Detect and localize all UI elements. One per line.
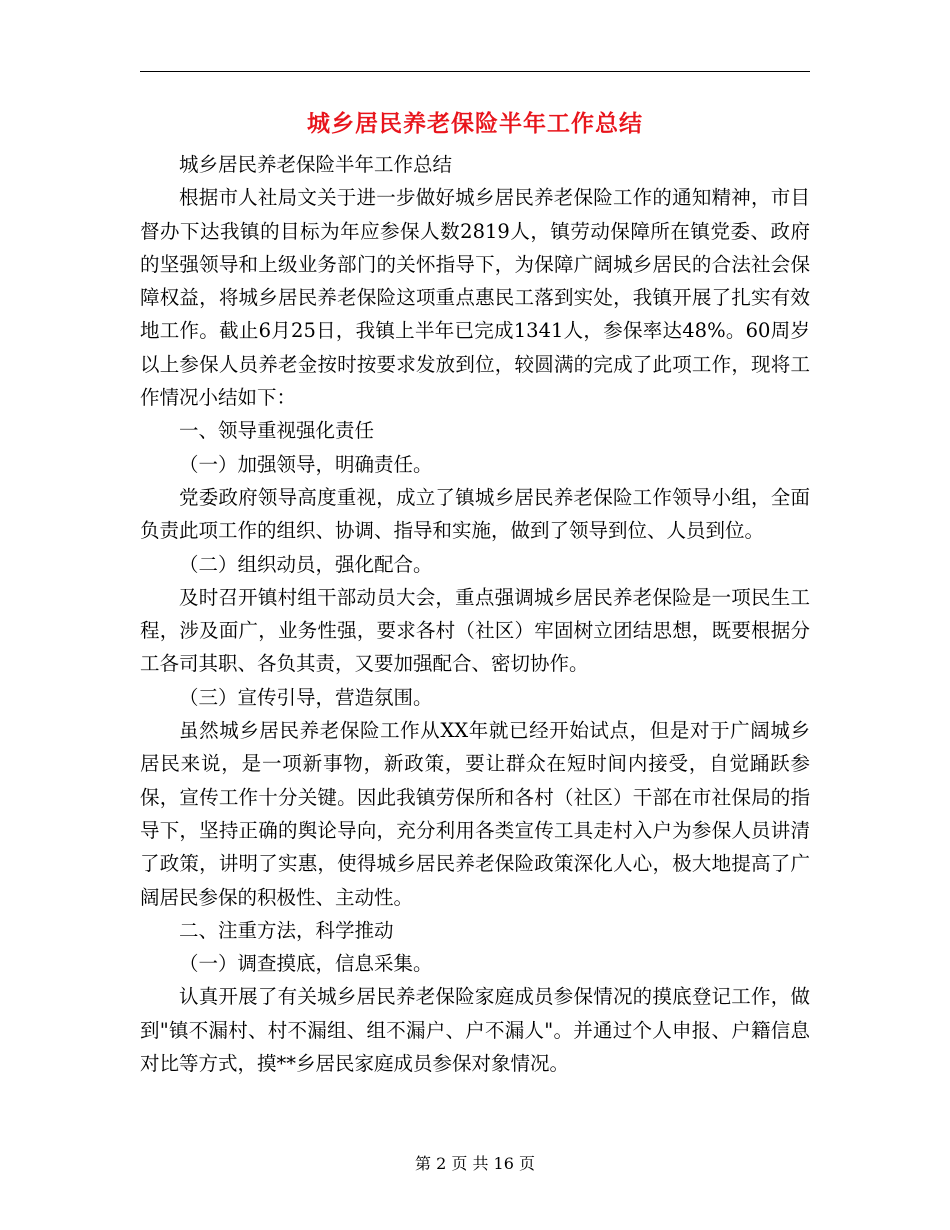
paragraph-1-3: 虽然城乡居民养老保险工作从XX年就已经开始试点，但是对于广阔城乡居民来说，是一项新事物，新政策，要让群众在短时间内接受，自觉踊跃参保，宣传工作十分关键。因此我镇劳保所和各村（社区）干部在市社保局的指导下，坚持正确的舆论导向，充分利用各类宣传工具走村入户为参保人员讲清了政策，讲明了实惠，使得城乡居民养老保险政策深化人心，极大地提高了广阔居民参保的积极性、主动性。 [140, 719, 810, 909]
subsection-heading-2-1: （一）调查摸底，信息采集。 [179, 952, 433, 976]
header-rule [140, 71, 810, 72]
section-heading-1: 一、领导重视强化责任 [179, 419, 375, 443]
document-body [140, 148, 810, 1080]
paragraph-1-2: 及时召开镇村组干部动员大会，重点强调城乡居民养老保险是一项民生工程，涉及面广，业务性强，要求各村（社区）牢固树立团结思想，既要根据分工各司其职、各负其责，又要加强配合、密切协作。 [140, 585, 810, 676]
document-title: 城乡居民养老保险半年工作总结 [307, 111, 643, 137]
page-footer: 第 2 页 共 16 页 [415, 1154, 535, 1173]
paragraph-subtitle: 城乡居民养老保险半年工作总结 [179, 153, 453, 176]
paragraph-2-1: 认真开展了有关城乡居民养老保险家庭成员参保情况的摸底登记工作，做到"镇不漏村、村不漏组、组不漏户、户不漏人"。并通过个人申报、户籍信息对比等方式，摸**乡居民家庭成员参保对象情况。 [140, 985, 810, 1076]
subsection-heading-1-3: （三）宣传引导，营造氛围。 [179, 685, 433, 709]
subsection-heading-1-2: （二）组织动员，强化配合。 [179, 552, 433, 576]
subsection-heading-1-1: （一）加强领导，明确责任。 [179, 452, 433, 476]
paragraph-1-1: 党委政府领导高度重视，成立了镇城乡居民养老保险工作领导小组，全面负责此项工作的组织、协调、指导和实施，做到了领导到位、人员到位。 [140, 485, 810, 543]
section-heading-2: 二、注重方法，科学推动 [179, 918, 394, 942]
paragraph-intro: 根据市人社局文关于进一步做好城乡居民养老保险工作的通知精神，市目督办下达我镇的目标为年应参保人数2819人，镇劳动保障所在镇党委、政府的坚强领导和上级业务部门的关怀指导下，为保障广阔城乡居民的合法社会保障权益，将城乡居民养老保险这项重点惠民工落到实处，我镇开展了扎实有效地工作。截止6月25日，我镇上半年已完成1341人，参保率达48%。60周岁以上参保人员养老金按时按要求发放到位，较圆满的完成了此项工作，现将工作情况小结如下： [140, 186, 810, 410]
